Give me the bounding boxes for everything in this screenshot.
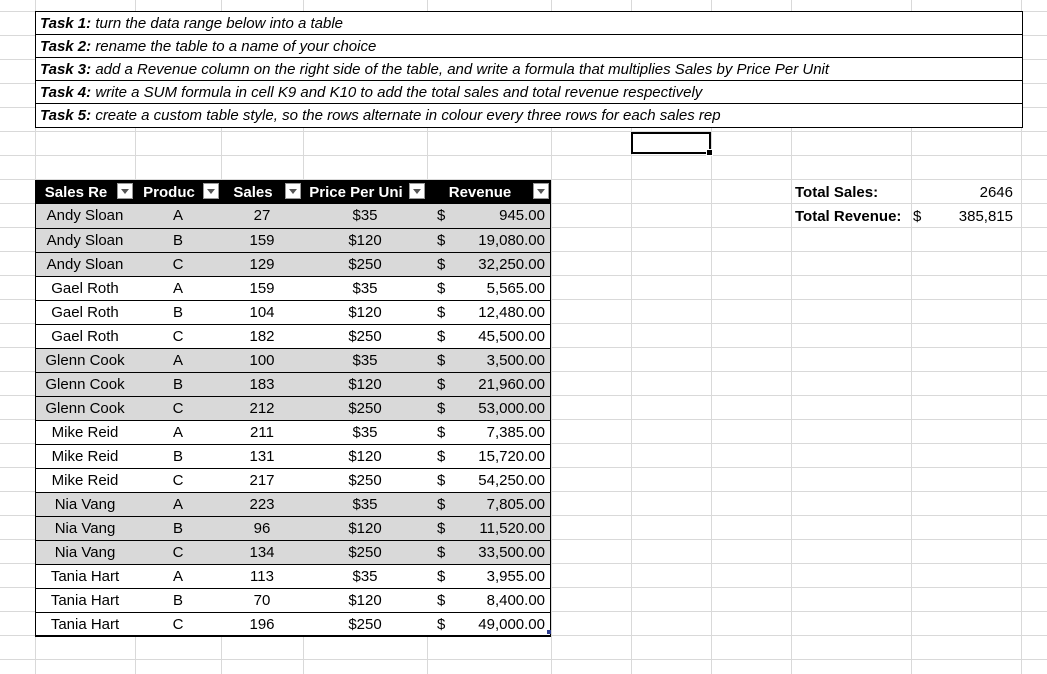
currency-symbol: $ [437, 615, 446, 633]
cell-product[interactable]: B [135, 300, 221, 324]
cell-price-per-unit[interactable]: $35 [303, 204, 427, 228]
summary-block [795, 181, 1013, 229]
cell-sales[interactable]: 113 [221, 564, 303, 588]
cell-price-per-unit[interactable]: $120 [303, 300, 427, 324]
revenue-value: 53,000.00 [478, 399, 545, 417]
cell-revenue[interactable] [427, 324, 551, 348]
cell-product[interactable]: B [135, 516, 221, 540]
revenue-value: 15,720.00 [478, 447, 545, 465]
currency-symbol: $ [437, 447, 446, 465]
cell-revenue[interactable] [427, 372, 551, 396]
cell-price-per-unit[interactable]: $120 [303, 588, 427, 612]
cell-sales-rep[interactable]: Glenn Cook [35, 396, 135, 420]
total-sales-label[interactable]: Total Sales: [795, 184, 879, 201]
cell-sales[interactable]: 217 [221, 468, 303, 492]
revenue-value: 945.00 [499, 207, 545, 225]
cell-price-per-unit[interactable]: $120 [303, 228, 427, 252]
cell-sales[interactable]: 212 [221, 396, 303, 420]
task-row[interactable] [36, 104, 1022, 127]
task-list [35, 11, 1023, 128]
cell-product[interactable]: B [135, 588, 221, 612]
revenue-value: 7,805.00 [486, 495, 545, 513]
task-label: Task 1: [40, 15, 92, 32]
cell-revenue[interactable] [427, 300, 551, 324]
currency-symbol: $ [437, 303, 446, 321]
cell-sales[interactable]: 134 [221, 540, 303, 564]
table-row [35, 324, 551, 348]
cell-sales[interactable]: 159 [221, 228, 303, 252]
cell-price-per-unit[interactable]: $250 [303, 612, 427, 636]
currency-symbol: $ [437, 279, 446, 297]
cell-sales-rep[interactable]: Tania Hart [35, 588, 135, 612]
cell-product[interactable]: C [135, 252, 221, 276]
total-revenue-value: 385,815 [958, 208, 1013, 225]
cell-product[interactable]: A [135, 276, 221, 300]
cell-product[interactable]: A [135, 564, 221, 588]
cell-price-per-unit[interactable]: $35 [303, 276, 427, 300]
cell-price-per-unit[interactable]: $120 [303, 444, 427, 468]
total-revenue-row [795, 205, 1013, 229]
sales-table [35, 180, 551, 637]
revenue-value: 8,400.00 [486, 591, 545, 609]
cell-sales[interactable]: 196 [221, 612, 303, 636]
cell-sales[interactable]: 183 [221, 372, 303, 396]
cell-revenue[interactable] [427, 252, 551, 276]
cell-price-per-unit[interactable]: $120 [303, 372, 427, 396]
table-resize-handle[interactable] [547, 630, 551, 634]
cell-sales-rep[interactable]: Andy Sloan [35, 228, 135, 252]
cell-price-per-unit[interactable]: $250 [303, 252, 427, 276]
revenue-value: 49,000.00 [478, 615, 545, 633]
table-row [35, 588, 551, 612]
cell-revenue[interactable] [427, 396, 551, 420]
filter-dropdown-icon[interactable] [533, 183, 549, 199]
table-row [35, 396, 551, 420]
task-row[interactable] [36, 12, 1022, 35]
cell-revenue[interactable] [427, 612, 551, 636]
cell-product[interactable]: B [135, 444, 221, 468]
currency-symbol: $ [437, 591, 446, 609]
currency-symbol: $ [437, 543, 446, 561]
active-cell-selection[interactable] [631, 132, 711, 154]
task-text: add a Revenue column on the right side of the table, and write a formula that multiplies Sales by Price Per Unit [95, 61, 830, 78]
header-sales-rep[interactable]: Sales Re [35, 180, 135, 204]
revenue-value: 3,955.00 [486, 567, 545, 585]
currency-symbol: $ [437, 375, 446, 393]
cell-price-per-unit[interactable]: $250 [303, 540, 427, 564]
cell-product[interactable]: A [135, 204, 221, 228]
cell-sales-rep[interactable]: Gael Roth [35, 324, 135, 348]
cell-revenue[interactable] [427, 588, 551, 612]
table-row [35, 540, 551, 564]
revenue-value: 5,565.00 [486, 279, 545, 297]
table-row [35, 204, 551, 228]
task-text: write a SUM formula in cell K9 and K10 to add the total sales and total revenue respectively [95, 84, 703, 101]
revenue-value: 3,500.00 [486, 351, 545, 369]
cell-sales-rep[interactable]: Tania Hart [35, 612, 135, 636]
task-label: Task 3: [40, 61, 92, 78]
table-row [35, 276, 551, 300]
cell-sales[interactable]: 159 [221, 276, 303, 300]
table-row [35, 300, 551, 324]
cell-price-per-unit[interactable]: $35 [303, 348, 427, 372]
cell-product[interactable]: B [135, 372, 221, 396]
cell-sales-rep[interactable]: Andy Sloan [35, 252, 135, 276]
cell-sales-rep[interactable]: Glenn Cook [35, 372, 135, 396]
cell-price-per-unit[interactable]: $250 [303, 324, 427, 348]
task-row[interactable] [36, 81, 1022, 104]
table-row [35, 612, 551, 636]
cell-sales-rep[interactable]: Gael Roth [35, 276, 135, 300]
task-row[interactable] [36, 58, 1022, 81]
task-text: turn the data range below into a table [95, 15, 343, 32]
cell-sales-rep[interactable]: Andy Sloan [35, 204, 135, 228]
cell-product[interactable]: C [135, 324, 221, 348]
revenue-value: 32,250.00 [478, 255, 545, 273]
cell-revenue[interactable] [427, 420, 551, 444]
cell-revenue[interactable] [427, 492, 551, 516]
cell-product[interactable]: A [135, 492, 221, 516]
cell-revenue[interactable] [427, 516, 551, 540]
total-sales-value[interactable]: 2646 [979, 184, 1013, 201]
task-label: Task 4: [40, 84, 92, 101]
revenue-value: 11,520.00 [479, 519, 545, 537]
table-row [35, 252, 551, 276]
cell-product[interactable]: B [135, 228, 221, 252]
header-revenue[interactable]: Revenue [427, 180, 551, 204]
cell-price-per-unit[interactable]: $250 [303, 468, 427, 492]
cell-price-per-unit[interactable]: $35 [303, 492, 427, 516]
task-text: rename the table to a name of your choice [95, 38, 377, 55]
filter-dropdown-icon[interactable] [285, 183, 301, 199]
cell-price-per-unit[interactable]: $35 [303, 564, 427, 588]
cell-sales-rep[interactable]: Nia Vang [35, 540, 135, 564]
currency-symbol: $ [437, 495, 446, 513]
cell-sales-rep[interactable]: Nia Vang [35, 492, 135, 516]
header-price-per-unit[interactable]: Price Per Uni [303, 180, 427, 204]
table-row [35, 468, 551, 492]
cell-price-per-unit[interactable]: $250 [303, 396, 427, 420]
cell-sales-rep[interactable]: Nia Vang [35, 516, 135, 540]
cell-revenue[interactable] [427, 564, 551, 588]
cell-sales[interactable]: 129 [221, 252, 303, 276]
task-text: create a custom table style, so the rows alternate in colour every three rows for each sales rep [95, 107, 721, 124]
currency-symbol: $ [437, 351, 446, 369]
cell-product[interactable]: C [135, 540, 221, 564]
cell-revenue[interactable] [427, 276, 551, 300]
revenue-value: 33,500.00 [478, 543, 545, 561]
filter-dropdown-icon[interactable] [203, 183, 219, 199]
cell-sales-rep[interactable]: Mike Reid [35, 468, 135, 492]
cell-product[interactable]: C [135, 612, 221, 636]
revenue-value: 19,080.00 [478, 231, 545, 249]
total-revenue-label[interactable]: Total Revenue: [795, 208, 902, 225]
currency-symbol: $ [437, 519, 446, 537]
table-row [35, 372, 551, 396]
revenue-value: 45,500.00 [478, 327, 545, 345]
cell-sales[interactable]: 70 [221, 588, 303, 612]
cell-revenue[interactable] [427, 204, 551, 228]
cell-product[interactable]: A [135, 420, 221, 444]
cell-sales[interactable]: 100 [221, 348, 303, 372]
task-row[interactable] [36, 35, 1022, 58]
cell-sales-rep[interactable]: Mike Reid [35, 444, 135, 468]
currency-symbol: $ [437, 567, 446, 585]
total-sales-row [795, 181, 1013, 205]
cell-price-per-unit[interactable]: $120 [303, 516, 427, 540]
cell-revenue[interactable] [427, 348, 551, 372]
cell-revenue[interactable] [427, 228, 551, 252]
cell-sales[interactable]: 27 [221, 204, 303, 228]
table-header-row [35, 180, 551, 204]
table-row [35, 516, 551, 540]
table-row [35, 420, 551, 444]
cell-sales[interactable]: 223 [221, 492, 303, 516]
cell-revenue[interactable] [427, 468, 551, 492]
table-row [35, 228, 551, 252]
table-row [35, 348, 551, 372]
cell-product[interactable]: C [135, 396, 221, 420]
header-sales[interactable]: Sales [221, 180, 303, 204]
cell-sales[interactable]: 131 [221, 444, 303, 468]
cell-product[interactable]: A [135, 348, 221, 372]
cell-sales[interactable]: 96 [221, 516, 303, 540]
currency-symbol: $ [913, 208, 922, 225]
currency-symbol: $ [437, 399, 446, 417]
revenue-value: 21,960.00 [478, 375, 545, 393]
total-revenue-cell[interactable] [913, 205, 1013, 229]
revenue-value: 12,480.00 [478, 303, 545, 321]
task-label: Task 5: [40, 107, 92, 124]
currency-symbol: $ [437, 471, 446, 489]
currency-symbol: $ [437, 207, 446, 225]
cell-product[interactable]: C [135, 468, 221, 492]
cell-sales[interactable]: 182 [221, 324, 303, 348]
filter-dropdown-icon[interactable] [117, 183, 133, 199]
cell-sales[interactable]: 211 [221, 420, 303, 444]
cell-sales-rep[interactable]: Tania Hart [35, 564, 135, 588]
currency-symbol: $ [437, 423, 446, 441]
currency-symbol: $ [437, 231, 446, 249]
cell-price-per-unit[interactable]: $35 [303, 420, 427, 444]
revenue-value: 7,385.00 [486, 423, 545, 441]
cell-sales-rep[interactable]: Glenn Cook [35, 348, 135, 372]
cell-sales-rep[interactable]: Gael Roth [35, 300, 135, 324]
filter-dropdown-icon[interactable] [409, 183, 425, 199]
table-row [35, 492, 551, 516]
fill-handle[interactable] [706, 149, 713, 156]
currency-symbol: $ [437, 327, 446, 345]
table-row [35, 444, 551, 468]
cell-revenue[interactable] [427, 444, 551, 468]
table-row [35, 564, 551, 588]
cell-revenue[interactable] [427, 540, 551, 564]
currency-symbol: $ [437, 255, 446, 273]
cell-sales[interactable]: 104 [221, 300, 303, 324]
cell-sales-rep[interactable]: Mike Reid [35, 420, 135, 444]
revenue-value: 54,250.00 [478, 471, 545, 489]
task-label: Task 2: [40, 38, 92, 55]
header-product[interactable]: Produc [135, 180, 221, 204]
